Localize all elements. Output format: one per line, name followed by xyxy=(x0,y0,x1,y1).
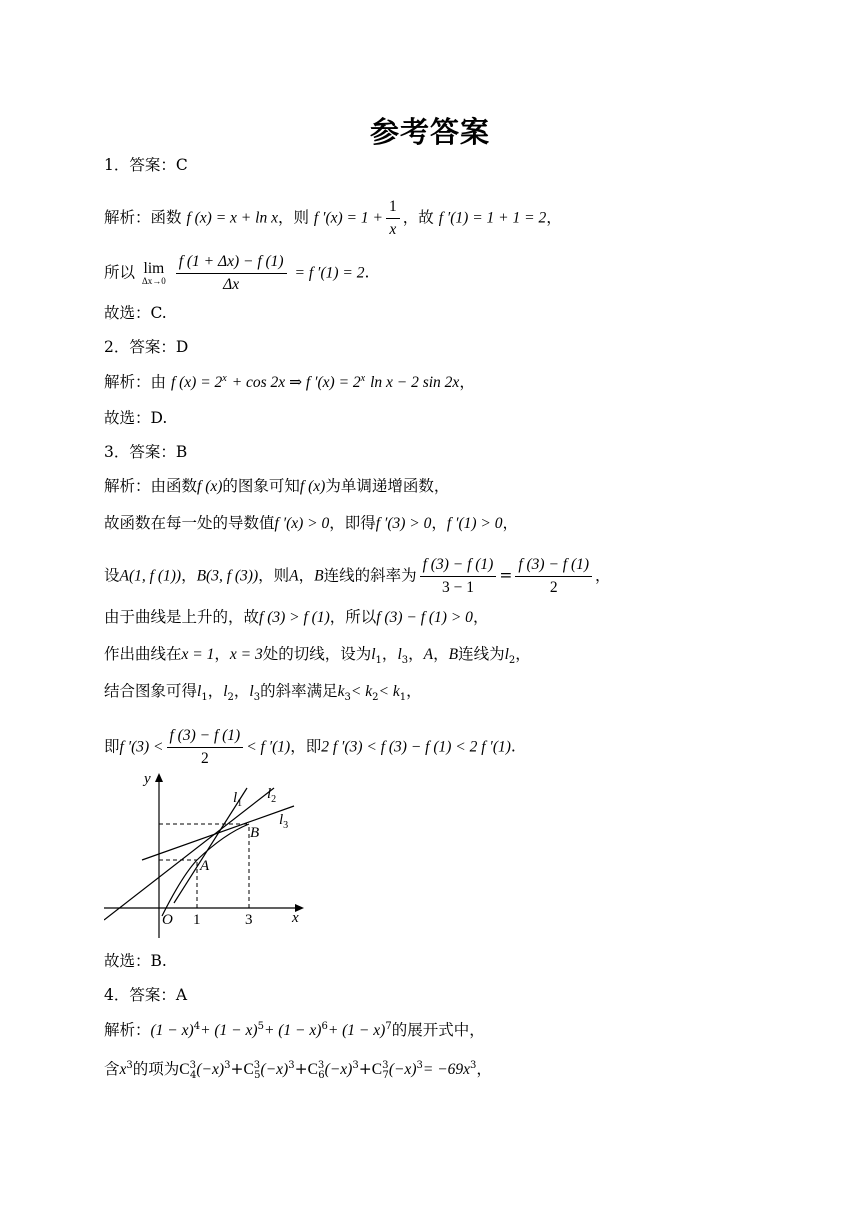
q3-line6: 结合图象可得$l_1$，$l_2$，$l_3$的斜率满足$k_3< k_2< k_1$， xyxy=(104,682,422,704)
q1-choice: 故选：C. xyxy=(104,304,167,322)
q3-line7: 即f ′(3) < $\frac{f (3) - f (1)}{2}$ < f ′(1)，即2 f ′(3) < f (3) − f (1) < 2 f ′(1). xyxy=(104,727,516,767)
line-l2-label: $l_2$ xyxy=(267,786,277,805)
tangent-line-l3 xyxy=(142,806,294,860)
q1-limit-line: 所以 lim Δx→0 $\frac{f (1 + \Delta x) - f (1)}{\Delta x}$ = f ′(1) = 2. xyxy=(104,253,370,293)
y-axis-label: y xyxy=(144,771,151,787)
q3-line4: 由于曲线是上升的，故f (3) > f (1)，所以f (3) − f (1) > 0， xyxy=(104,608,489,626)
point-a-label: A xyxy=(200,858,210,874)
q3-line2: 故函数在每一处的导数值f ′(x) > 0，即得f ′(3) > 0，f ′(1) > 0， xyxy=(104,514,519,532)
point-b-label: B xyxy=(250,825,260,841)
q1-limit-fraction: $\frac{f (1 + \Delta x) - f (1)}{\Delta x}$ xyxy=(176,252,287,295)
q3-line1: 解析：由函数f (x)的图象可知f (x)为单调递增函数， xyxy=(104,477,450,495)
q1-answer: 1．答案：C xyxy=(104,156,188,174)
q3-slope-fraction-2: $\frac{f (3) - f (1)}{2}$ xyxy=(515,555,592,598)
q3-line3: 设A(1, f (1))，B(3, f (3))，则A，B连线的斜率为 $\frac{f (3) - f (1)}{3 - 1}$ = $\frac{f (3) - f (1)}{2}$ ， xyxy=(104,556,611,596)
q3-choice: 故选：B. xyxy=(104,952,167,970)
tick-label-3: 3 xyxy=(245,912,253,928)
q3-line5: 作出曲线在x = 1，x = 3处的切线，设为$l_1$，$l_3$，A，B连线为$l_2$， xyxy=(104,645,531,667)
q4-line1: 解析：$(1 - x)^4+ (1 - x)^5+ (1 - x)^6+ (1 - x)^7$的展开式中， xyxy=(104,1020,485,1039)
q3-slope-fraction: $\frac{f (3) - f (1)}{3 - 1}$ xyxy=(420,555,497,598)
q3-answer: 3．答案：B xyxy=(104,443,188,461)
q1-fraction: $\frac{1}{x}$ xyxy=(386,197,400,240)
origin-label: O xyxy=(162,912,173,928)
y-axis-arrow xyxy=(155,773,163,782)
tangent-lines-figure xyxy=(104,768,314,943)
q3-inequality-fraction: $\frac{f (3) - f (1)}{2}$ xyxy=(167,726,244,769)
x-axis-label: x xyxy=(292,910,299,926)
line-l3-label: $l_3$ xyxy=(279,812,289,831)
q4-line2: 含$x^3$的项为$C^3_4(-x)^3+C^3_5(-x)^3+C^3_6(-x)^3+C^3_7(-x)^3= -69x^3$， xyxy=(104,1059,492,1082)
q4-answer: 4．答案：A xyxy=(104,986,188,1004)
q1-analysis: 解析：函数 f (x) = x + ln x，则 f ′(x) = 1 + $\frac{1}{x}$ ，故 f ′(1) = 1 + 1 = 2， xyxy=(104,198,562,238)
q2-answer: 2．答案：D xyxy=(104,338,189,356)
q2-analysis: 解析：由 f $(x) = 2^x + \cos 2x$ ⇒ f $'(x) = 2^x$ ln x − 2 sin 2x， xyxy=(104,372,475,391)
line-l1-label: $l_1$ xyxy=(233,790,243,809)
limit-operator: lim Δx→0 xyxy=(141,260,166,286)
tick-label-1: 1 xyxy=(193,912,201,928)
q2-choice: 故选：D. xyxy=(104,409,168,427)
q1-func: f (x) = x + ln x xyxy=(186,209,278,227)
page-title: 参考答案 xyxy=(369,115,490,149)
